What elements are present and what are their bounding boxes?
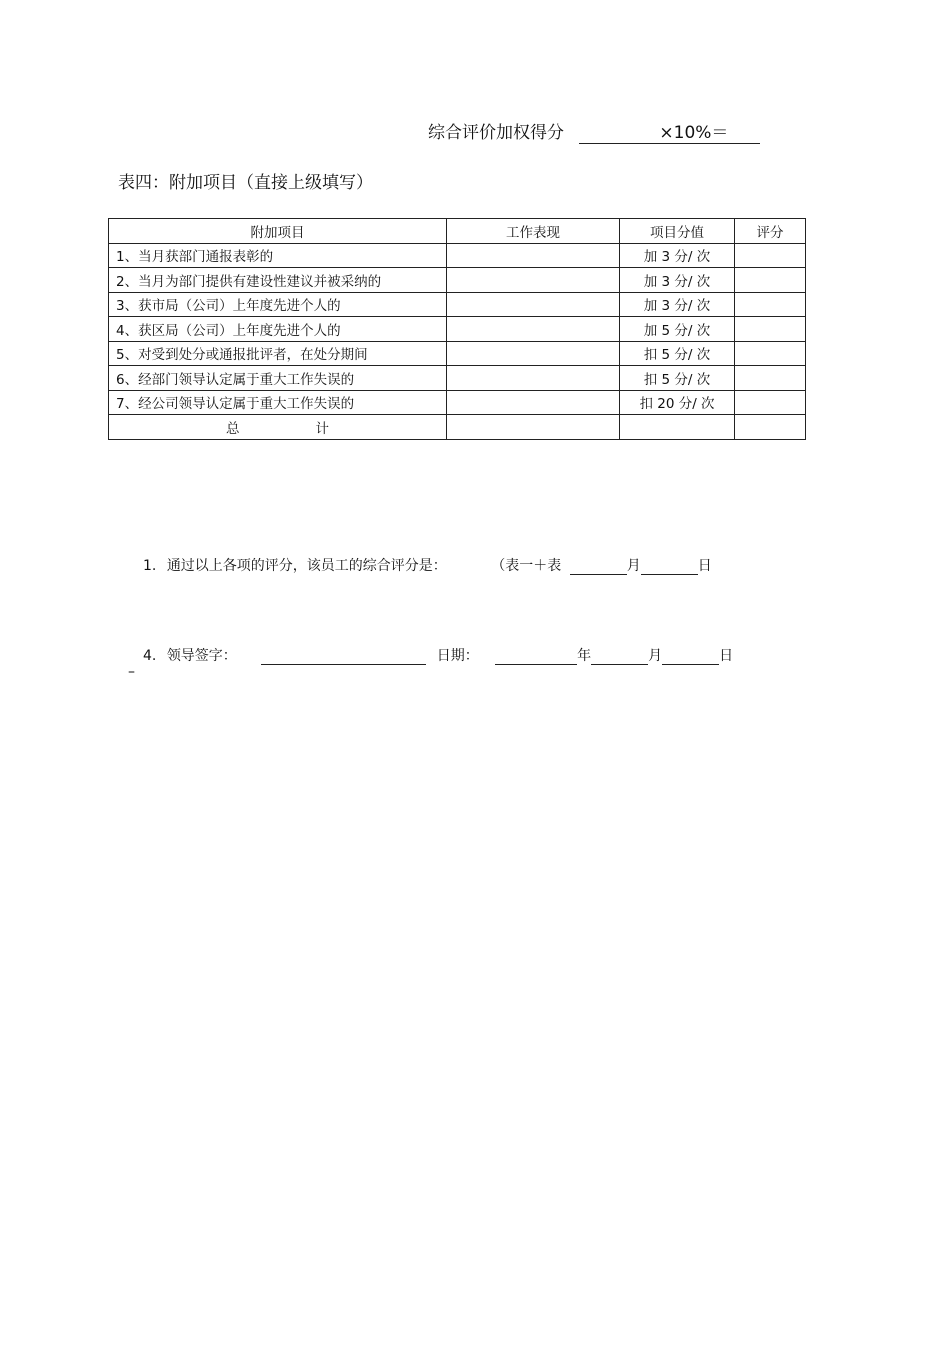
table-row xyxy=(109,341,806,366)
signature-day-label: 日 xyxy=(719,648,734,664)
signature-month-blank[interactable] xyxy=(591,648,648,665)
signature-day-blank[interactable] xyxy=(662,648,719,665)
signature-month-label: 月 xyxy=(648,648,663,664)
signature-number: 4. xyxy=(143,648,157,664)
signature-year-blank[interactable] xyxy=(495,648,577,665)
summary-day-label: 日 xyxy=(697,558,712,574)
total-performance[interactable] xyxy=(447,415,620,440)
row-item: 3、获市局（公司）上年度先进个人的 xyxy=(109,292,447,317)
weighted-score-blank[interactable] xyxy=(579,127,659,144)
row-score[interactable] xyxy=(735,268,806,293)
summary-formula: （表一＋表 xyxy=(491,558,562,574)
header-score: 评分 xyxy=(735,219,806,244)
signature-input[interactable] xyxy=(261,648,426,665)
row-performance[interactable] xyxy=(447,317,620,342)
row-item: 6、经部门领导认定属于重大工作失误的 xyxy=(109,366,447,391)
summary-day-blank[interactable] xyxy=(641,558,698,575)
table-total-row xyxy=(109,415,806,440)
row-points: 扣 5 分/ 次 xyxy=(620,366,735,391)
row-performance[interactable] xyxy=(447,390,620,415)
row-score[interactable] xyxy=(735,390,806,415)
summary-month-label: 月 xyxy=(626,558,641,574)
row-performance[interactable] xyxy=(447,341,620,366)
row-performance[interactable] xyxy=(447,292,620,317)
row-item: 4、获区局（公司）上年度先进个人的 xyxy=(109,317,447,342)
summary-line xyxy=(143,555,712,575)
row-item: 7、经公司领导认定属于重大工作失误的 xyxy=(109,390,447,415)
signature-label: 领导签字： xyxy=(166,648,237,664)
row-performance[interactable] xyxy=(447,366,620,391)
row-points: 加 3 分/ 次 xyxy=(620,268,735,293)
row-score[interactable] xyxy=(735,292,806,317)
table-row xyxy=(109,292,806,317)
row-points: 加 3 分/ 次 xyxy=(620,243,735,268)
table-header-row xyxy=(109,219,806,244)
weighted-score-line xyxy=(428,118,760,144)
row-score[interactable] xyxy=(735,366,806,391)
total-score[interactable] xyxy=(735,415,806,440)
summary-number: 1. xyxy=(143,558,157,574)
table-row xyxy=(109,366,806,391)
header-performance: 工作表现 xyxy=(447,219,620,244)
table-row xyxy=(109,390,806,415)
weighted-score-label: 综合评价加权得分 xyxy=(428,123,564,143)
row-score[interactable] xyxy=(735,341,806,366)
total-points[interactable] xyxy=(620,415,735,440)
total-label-right: 计 xyxy=(315,420,329,437)
weighted-score-multiplier: ×10%＝ xyxy=(659,118,728,144)
row-item: 1、当月获部门通报表彰的 xyxy=(109,243,447,268)
signature-date-label: 日期： xyxy=(436,648,479,664)
table-row xyxy=(109,243,806,268)
row-points: 加 3 分/ 次 xyxy=(620,292,735,317)
summary-text: 通过以上各项的评分，该员工的综合评分是： xyxy=(166,558,447,574)
signature-year-label: 年 xyxy=(577,648,592,664)
header-points: 项目分值 xyxy=(620,219,735,244)
row-item: 5、对受到处分或通报批评者，在处分期间 xyxy=(109,341,447,366)
table-row xyxy=(109,268,806,293)
row-performance[interactable] xyxy=(447,268,620,293)
row-performance[interactable] xyxy=(447,243,620,268)
row-score[interactable] xyxy=(735,243,806,268)
additional-items-table xyxy=(108,218,806,440)
row-points: 扣 20 分/ 次 xyxy=(620,390,735,415)
total-label xyxy=(109,415,447,440)
header-item: 附加项目 xyxy=(109,219,447,244)
total-label-left: 总 xyxy=(226,420,240,437)
summary-month-blank[interactable] xyxy=(570,558,627,575)
stray-mark: – xyxy=(128,664,135,680)
signature-line xyxy=(143,645,733,665)
row-points: 加 5 分/ 次 xyxy=(620,317,735,342)
row-item: 2、当月为部门提供有建设性建议并被采纳的 xyxy=(109,268,447,293)
weighted-score-result-blank[interactable] xyxy=(728,127,760,144)
row-score[interactable] xyxy=(735,317,806,342)
table-row xyxy=(109,317,806,342)
row-points: 扣 5 分/ 次 xyxy=(620,341,735,366)
table-title: 表四：附加项目（直接上级填写） xyxy=(118,173,373,193)
